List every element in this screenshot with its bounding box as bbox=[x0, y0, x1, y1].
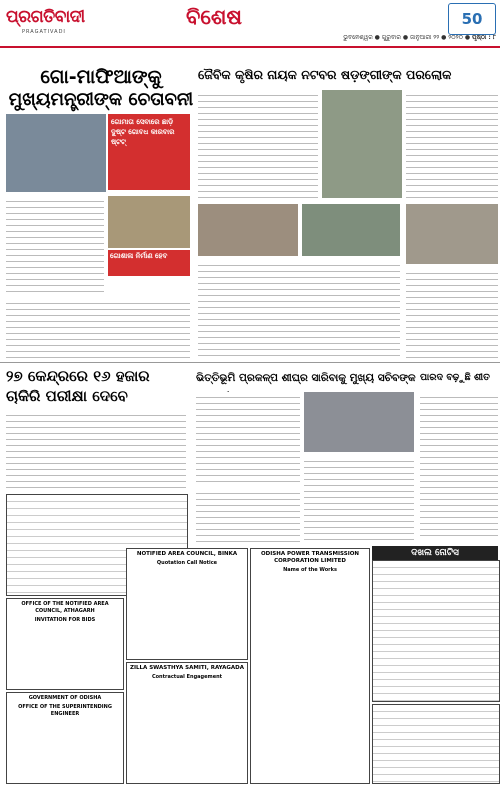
ad-power-title: ODISHA POWER TRANSMISSION CORPORATION LIMITED bbox=[260, 551, 360, 564]
article-text-organic-1 bbox=[198, 90, 318, 198]
headline-infra: ଭିତ୍ତିଭୂମି ପ୍ରକଳ୍ପ ଶୀଘ୍ର ସାରିବାକୁ ମୁଖ୍ୟ ସଚିବଙ୍କ bbox=[196, 372, 416, 384]
callout-box-2: ଗୋଶାଳା ନିର୍ମାଣ ହେବ bbox=[108, 250, 190, 276]
elder-photo bbox=[406, 204, 498, 264]
ad-zilla bbox=[126, 662, 248, 784]
article-text-infra-1 bbox=[196, 392, 300, 484]
ad-misc bbox=[372, 704, 500, 784]
meeting-photo bbox=[304, 392, 414, 452]
date-text: ଭୁବନେଶ୍ୱର ● ଗୁରୁବାର ● ଜାନୁଆରୀ ୨୨ ● ୨୦୨୦ bbox=[343, 34, 463, 41]
ad-athagarh-subtitle: INVITATION FOR BIDS bbox=[34, 617, 96, 623]
article-text-cold bbox=[420, 392, 498, 540]
article-text-infra-3 bbox=[196, 488, 300, 544]
article-text-organic-2 bbox=[406, 90, 498, 198]
article-text-infra-2 bbox=[304, 456, 414, 540]
headline-exam-2: ଚାକିରି ପରୀକ୍ଷା ଦେବେ bbox=[6, 387, 128, 405]
ad-zilla-title: ZILLA SWASTHYA SAMITI, RAYAGADA bbox=[129, 665, 244, 671]
notice-banner: ଦଖଲ ନୋଟିସ bbox=[372, 546, 498, 560]
ad-power bbox=[250, 548, 370, 784]
headline-cow-mafia-2: ମୁଖ୍ୟମନ୍ତ୍ରୀଙ୍କ ଚେତାବନୀ bbox=[8, 89, 194, 110]
callout-box-1: ଗୋମାତା ସେବାରେ ଛାଡ଼ି ଦୁଷ୍ଟ ଗୋବଧ କାରବାର ଷ୍ଟଟ୍ bbox=[108, 114, 190, 190]
article-text-cow-1 bbox=[6, 196, 104, 296]
article-text-organic-3 bbox=[198, 260, 400, 358]
ad-odisha-govt-subtitle: OFFICE OF THE SUPERINTENDING ENGINEER bbox=[18, 704, 112, 717]
dateline: ଭୁବନେଶ୍ୱର ● ଗୁରୁବାର ● ଜାନୁଆରୀ ୨୨ ● ୨୦୨୦ ● ପୃଷ୍ଠା : ୮ bbox=[343, 34, 496, 41]
article-text-exam bbox=[6, 410, 186, 490]
ad-athagarh bbox=[6, 598, 124, 690]
headline-exam-1: ୨୭ କେନ୍ଦ୍ରରେ ୧୬ ହଜାର bbox=[6, 367, 150, 385]
ad-athagarh-title: OFFICE OF THE NOTIFIED AREA COUNCIL, ATHAGARH bbox=[21, 601, 109, 614]
ad-council-title: NOTIFIED AREA COUNCIL, BINKA bbox=[136, 551, 238, 557]
newspaper-logo: ପ୍ରଗତିବାଦୀ bbox=[6, 7, 85, 27]
notice-table bbox=[372, 560, 500, 702]
headline-organic: ଜୈବିକ କୃଷିର ନାୟକ ନଟବର ଷଡ଼ଙ୍ଗୀଙ୍କ ପରଲୋକ bbox=[198, 67, 452, 82]
farm-photo bbox=[302, 204, 400, 256]
newspaper-logo-subtitle: PRAGATIVADI bbox=[22, 29, 66, 35]
article-text-organic-4 bbox=[406, 268, 498, 358]
ad-notified-council bbox=[126, 548, 248, 660]
group-photo bbox=[198, 204, 298, 256]
anniversary-badge: 50 bbox=[448, 3, 496, 35]
cow-photo bbox=[108, 196, 190, 248]
ad-power-heading: Name of the Works bbox=[283, 567, 337, 573]
headline-cold: ପାରଦ ବଢ଼ୁଛି ଶୀତ bbox=[420, 372, 490, 383]
portrait-photo bbox=[322, 90, 402, 198]
section-title: ବିଶେଷ bbox=[186, 5, 242, 29]
divider bbox=[0, 362, 500, 363]
ad-zilla-subtitle: Contractual Engagement bbox=[151, 674, 223, 680]
headline-cow-mafia-1: ଗୋ-ମାଫିଆଙ୍କୁ bbox=[40, 66, 162, 88]
ad-odisha-govt bbox=[6, 692, 124, 784]
cm-photo bbox=[6, 114, 106, 192]
article-text-cow-2 bbox=[6, 298, 190, 358]
ad-council-subtitle: Quotation Call Notice bbox=[156, 560, 218, 566]
page-number: ପୃଷ୍ଠା : ୮ bbox=[472, 34, 496, 41]
ad-odisha-govt-title: GOVERNMENT OF ODISHA bbox=[28, 695, 102, 701]
